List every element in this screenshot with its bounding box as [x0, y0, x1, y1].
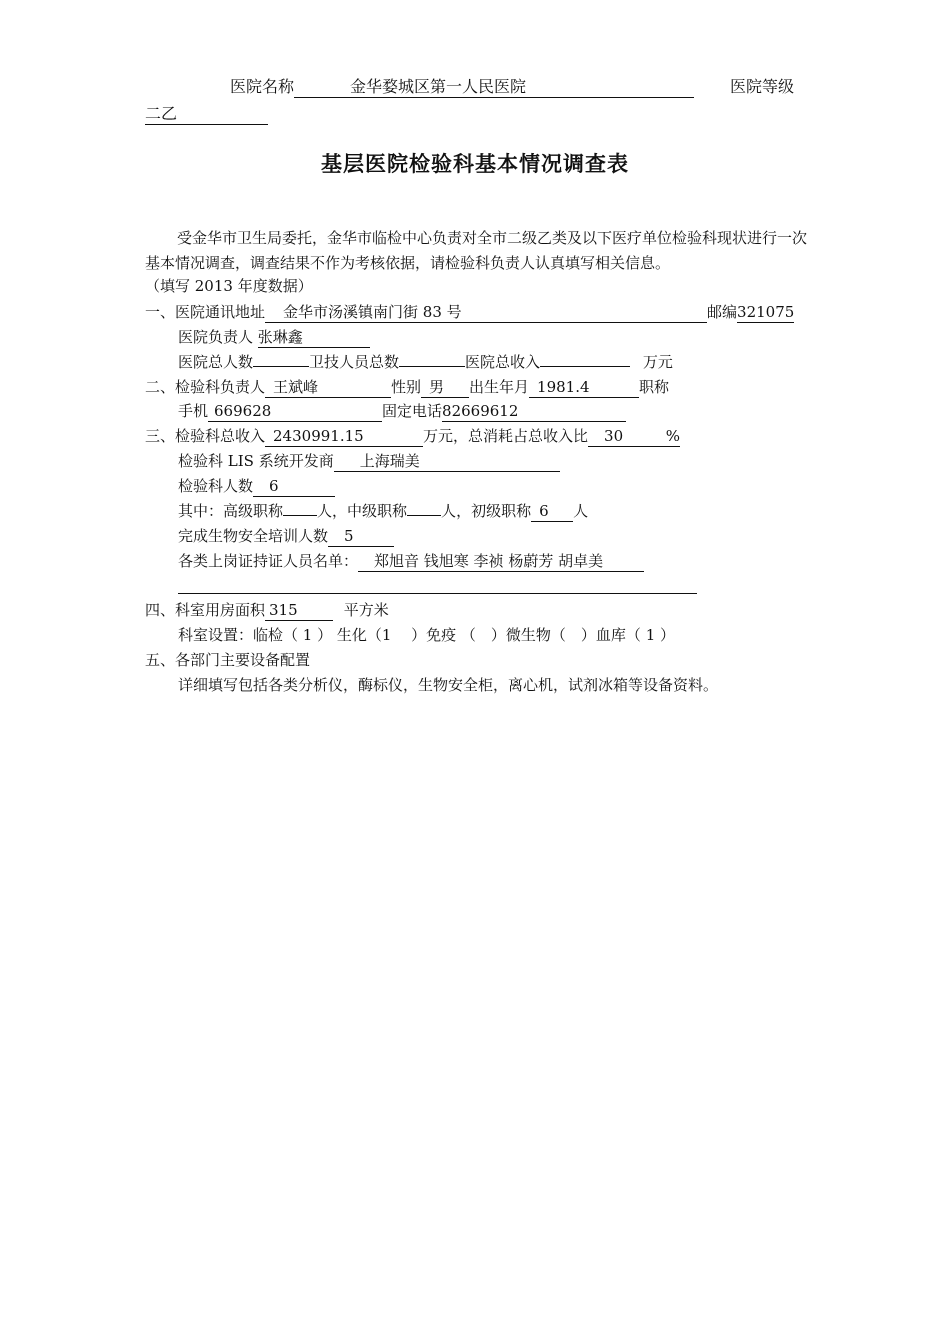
ranks-prefix: 其中：高级职称: [178, 502, 284, 520]
area-field[interactable]: [265, 601, 333, 621]
hospital-level-row: [145, 104, 268, 125]
postcode-field[interactable]: [737, 303, 794, 323]
lab-revenue-label: 三、检验科总收入: [145, 427, 266, 445]
middle-field[interactable]: [407, 514, 441, 516]
phone-label: 固定电话: [382, 402, 443, 420]
hospital-level-value: 二乙: [145, 104, 178, 123]
area-value: 315: [269, 601, 298, 619]
birth-field[interactable]: [529, 378, 639, 398]
hospital-name-value: 金华婺城区第一人民医院: [350, 77, 527, 96]
postcode-value: 321075: [737, 303, 795, 321]
junior-field[interactable]: [531, 502, 573, 522]
director-field[interactable]: [258, 328, 370, 348]
staff-revenue-row: [178, 352, 673, 372]
lab-head-field[interactable]: [265, 378, 391, 398]
consumption-ratio-field[interactable]: [588, 427, 680, 447]
section4-area-row: [145, 600, 389, 621]
section5-label: 五、各部门主要设备配置: [145, 651, 311, 669]
mobile-value: 669628: [214, 402, 272, 420]
middle-label: ，中级职称: [332, 502, 408, 520]
lab-staff-value: 6: [269, 477, 279, 495]
certified-continuation-line[interactable]: [178, 593, 697, 594]
biosafety-value: 5: [344, 527, 354, 545]
lab-head-value: 王斌峰: [273, 378, 319, 396]
director-value: 张琳鑫: [257, 328, 303, 346]
section1-address-row: [145, 302, 794, 323]
mobile-label: 手机: [178, 402, 209, 420]
job-title-label: 职称: [639, 378, 670, 396]
phone-row: [178, 401, 626, 422]
certified-label: 各类上岗证持证人员名单：: [178, 552, 359, 570]
mobile-field[interactable]: [208, 402, 382, 422]
lab-staff-label: 检验科人数: [178, 477, 254, 495]
intro-paragraph: 受金华市卫生局委托，金华市临检中心负责对全市二级乙类及以下医疗单位检验科现状进行一次基本情况调查，调查结果不作为考核依据，请检验科负责人认真填写相关信息。: [145, 229, 808, 272]
lis-field[interactable]: [334, 452, 560, 472]
area-unit: 平方米: [343, 601, 389, 619]
postcode-label: 邮编: [707, 303, 738, 321]
junior-value: 6: [539, 502, 549, 520]
middle-unit: 人: [441, 502, 457, 520]
revenue-label: 医院总收入: [465, 353, 541, 371]
percent-sign: %: [665, 427, 681, 445]
junior-unit: 人: [573, 502, 589, 520]
certified-value: 郑旭音 钱旭寒 李祯 杨蔚芳 胡卓美: [374, 552, 604, 570]
lis-label: 检验科 LIS 系统开发商: [178, 452, 334, 470]
gender-field[interactable]: [421, 378, 469, 398]
lab-revenue-value: 2430991.15: [273, 427, 364, 445]
biosafety-label: 完成生物安全培训人数: [178, 527, 329, 545]
revenue-unit: 万元: [642, 353, 673, 371]
total-staff-label: 医院总人数: [178, 353, 254, 371]
hospital-name-row: [230, 77, 694, 98]
senior-field[interactable]: [283, 514, 317, 516]
lab-staff-field[interactable]: [253, 477, 335, 497]
tech-staff-field[interactable]: [399, 365, 465, 367]
consumption-ratio-value: 30: [604, 427, 624, 445]
lis-value: 上海瑞美: [359, 452, 420, 470]
senior-unit: 人: [317, 502, 333, 520]
area-label: 四、科室用房面积: [145, 601, 266, 619]
tech-staff-label: 卫技人员总数: [309, 353, 400, 371]
gender-value: 男: [429, 378, 445, 396]
director-row: [178, 327, 370, 348]
certified-field[interactable]: [358, 552, 644, 572]
lab-head-label: 二、检验科负责人: [145, 378, 266, 396]
hospital-level-field[interactable]: [145, 105, 268, 125]
equipment-note: 详细填写包括各类分析仪，酶标仪，生物安全柜，离心机，试剂冰箱等设备资料。: [178, 676, 719, 694]
gender-label: 性别: [391, 378, 422, 396]
revenue-field[interactable]: [540, 365, 630, 367]
lab-revenue-field[interactable]: [265, 427, 423, 447]
address-value: 金华市汤溪镇南门街 83 号: [283, 303, 462, 321]
birth-label: 出生年月: [469, 378, 530, 396]
hospital-level-label: 医院等级: [730, 77, 795, 96]
intro-note: （填写 2013 年度数据）: [145, 277, 313, 295]
lab-staff-row: [178, 476, 335, 497]
phone-value: 82669612: [442, 402, 519, 420]
director-label: 医院负责人: [178, 328, 254, 346]
page-title: 基层医院检验科基本情况调查表: [321, 152, 629, 176]
total-staff-field[interactable]: [253, 365, 309, 367]
hospital-name-field[interactable]: [294, 78, 694, 98]
certified-row: [178, 551, 644, 572]
section3-revenue-row: [145, 426, 680, 447]
biosafety-row: [178, 526, 394, 547]
dept-setup-row: 科室设置：临检（ 1 ） 生化（1 ）免疫 （ ）微生物（ ）血库（ 1 ）: [178, 626, 676, 644]
birth-value: 1981.4: [537, 378, 590, 396]
address-label: 一、医院通讯地址: [145, 303, 266, 321]
biosafety-field[interactable]: [328, 527, 394, 547]
hospital-name-label: 医院名称: [230, 77, 295, 96]
section2-head-row: [145, 377, 669, 398]
lab-revenue-unit: 万元，总消耗占总收入比: [423, 427, 589, 445]
ranks-row: [178, 501, 588, 522]
junior-label: ，初级职称: [456, 502, 532, 520]
lis-row: [178, 451, 560, 472]
address-field[interactable]: [265, 303, 707, 323]
phone-field[interactable]: [442, 402, 626, 422]
